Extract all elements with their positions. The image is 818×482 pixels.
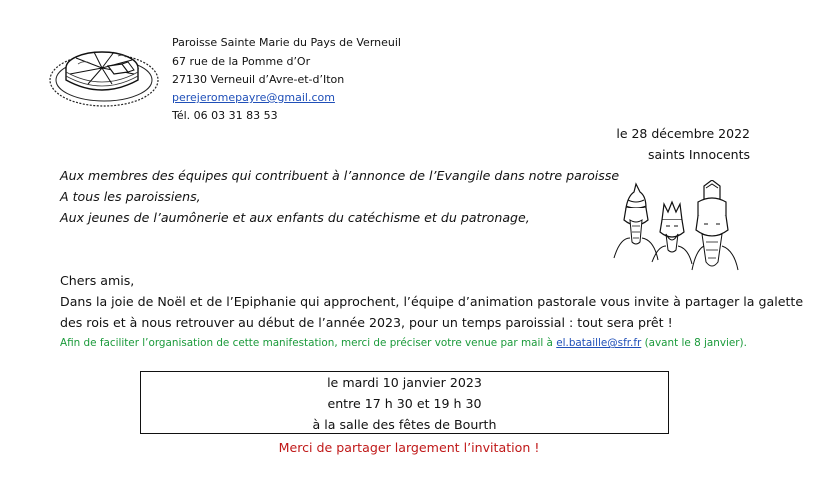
letter-date: le 28 décembre 2022 [616, 126, 750, 141]
recipient-line: A tous les paroissiens, [60, 189, 201, 204]
rsvp-email-link[interactable]: el.bataille@sfr.fr [556, 337, 642, 349]
parish-phone: Tél. 06 03 31 83 53 [172, 109, 278, 122]
rsvp-note [60, 337, 747, 349]
event-details-box [140, 371, 669, 434]
event-time: entre 17 h 30 et 19 h 30 [327, 396, 482, 411]
parish-city: 27130 Verneuil d’Avre-et-d’Iton [172, 73, 345, 86]
rsvp-deadline: (avant le 8 janvier). [644, 337, 747, 349]
invitation-line: Dans la joie de Noël et de l’Epiphanie qui approchent, l’équipe d’animation pastorale vous invite à partager la galette [60, 294, 804, 309]
recipient-line: Aux membres des équipes qui contribuent à l’annonce de l’Evangile dans notre paroisse [60, 168, 620, 183]
feast-day: saints Innocents [647, 147, 750, 162]
invitation-line: des rois et à nous retrouver au début de l’année 2023, pour un temps paroissial : tout sera prêt ! [60, 315, 673, 330]
greeting: Chers amis, [60, 273, 135, 288]
parish-street: 67 rue de la Pomme d’Or [172, 55, 311, 68]
rsvp-text: Afin de faciliter l’organisation de cette manifestation, merci de préciser votre venue par mail à [60, 337, 553, 349]
galette-illustration [48, 38, 160, 108]
three-kings-illustration [606, 180, 744, 275]
parish-email-link[interactable]: perejeromepayre@gmail.com [172, 91, 335, 104]
event-date: le mardi 10 janvier 2023 [327, 375, 482, 390]
recipient-line: Aux jeunes de l’aumônerie et aux enfants du catéchisme et du patronage, [60, 210, 530, 225]
parish-name: Paroisse Sainte Marie du Pays de Verneuil [172, 36, 401, 49]
event-place: à la salle des fêtes de Bourth [312, 417, 497, 432]
closing-line: Merci de partager largement l’invitation ! [278, 440, 540, 455]
